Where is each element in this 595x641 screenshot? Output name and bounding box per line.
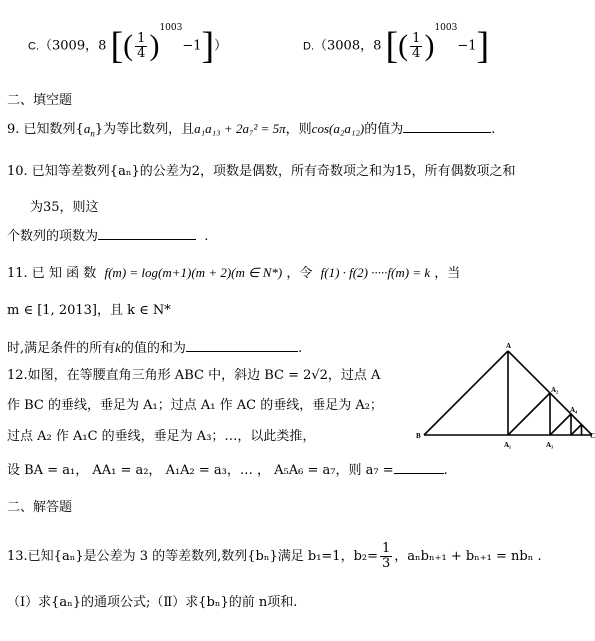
question-10-line2: 为35，则这 [30, 200, 99, 215]
option-c-label: C. [28, 40, 39, 53]
question-12-line2: 作 BC 的垂线，垂足为 A₁；过点 A₁ 作 AC 的垂线，垂足为 A₂； [7, 398, 383, 413]
question-9: 9. 已知数列$\{a_n\}$为等比数列，且a₁a₁₃ + 2a₇² = 5π，则cos(a₂a₁₂)的值为 . [7, 121, 496, 139]
question-12-line3: 过点 A₂ 作 A₁C 的垂线，垂足为 A₃；…，以此类推， [7, 429, 316, 444]
question-12-line1: 12.如图，在等腰直角三角形 ABC 中，斜边 BC = 2√2，过点 A [7, 368, 381, 383]
option-d: D.（3008，8 [( $\frac{1}{4}$ )$^{1003}$−1] [303, 23, 490, 67]
fraction: $\frac{1}{4}$ [412, 30, 421, 61]
side-ba [424, 351, 508, 435]
question-12-line4: 设 BA = a₁， AA₁ = a₂， A₁A₂ = a₃，… ， A₅A₆ = a₇，则 a₇ = . [7, 463, 448, 478]
fraction: $\frac{1}{3}$ [382, 541, 391, 571]
question-10-line3: 个数列的项数为 . [7, 229, 209, 244]
segment-a1a2 [508, 393, 550, 435]
segment-a3a4 [550, 414, 571, 435]
answer-blank[interactable] [394, 473, 444, 474]
question-11-line2: m ∈ [1, 2013]，且 k ∈ N* [7, 303, 171, 318]
question-13-line1: 13.已知{aₙ}是公差为 3 的等差数列,数列{bₙ}满足 b₁=1，b₂= $\frac{1}{3}$ ，aₙbₙ₊₁ + bₙ₊₁ = nbₙ . [7, 541, 542, 571]
question-10-line1: 10. 已知等差数列{aₙ}的公差为2，项数是偶数，所有奇数项之和为15，所有偶数项之和 [7, 164, 516, 179]
label-a: A [506, 342, 512, 350]
question-13-line2: （Ⅰ）求{aₙ}的通项公式;（Ⅱ）求{bₙ}的前 n项和. [7, 595, 298, 610]
section-title-answer: 二、解答题 [7, 500, 73, 515]
triangle-figure [414, 343, 594, 451]
label-b: B [416, 432, 421, 440]
label-c: C [590, 432, 595, 440]
option-c: C.（3009，8 [( $\frac{1}{4}$ )$^{1003}$−1]） [28, 23, 228, 67]
label-a1: A₁ [504, 441, 512, 449]
label-a3: A₃ [546, 441, 554, 449]
question-11-line3: 时,满足条件的所有k的值的和为 . [7, 340, 303, 356]
answer-blank[interactable] [186, 351, 298, 352]
answer-blank[interactable] [403, 132, 491, 133]
answer-blank[interactable] [98, 239, 196, 240]
option-d-label: D. [303, 40, 314, 53]
question-11-line1: 11. 已 知 函 数 f(m) = log(m+1)(m + 2)(m ∈ N*) ，令 f(1) · f(2) ·····f(m) = k ，当 [7, 265, 461, 281]
option-d-text: （3008，8 [314, 38, 382, 54]
label-a2: A₂ [551, 386, 559, 394]
section-title-fill-blank: 二、填空题 [7, 93, 73, 108]
fraction: $\frac{1}{4}$ [137, 30, 146, 61]
label-a4: A₄ [570, 406, 578, 414]
option-c-text: （3009，8 [39, 38, 107, 54]
